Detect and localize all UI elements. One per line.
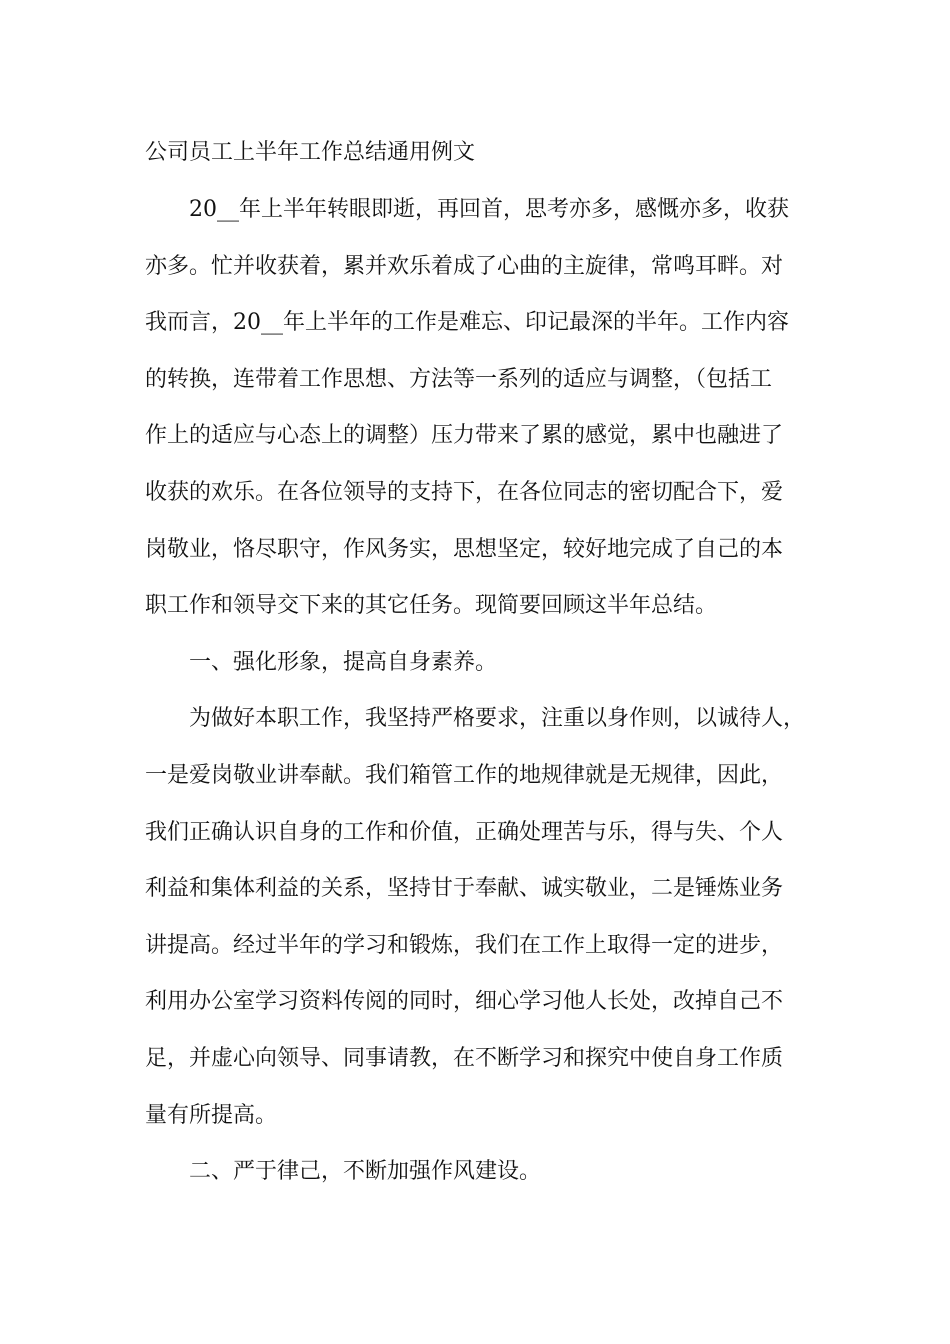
- document-body: [145, 128, 805, 1201]
- text-line: 为做好本职工作，我坚持严格要求，注重以身作则，以诚待人，: [189, 706, 806, 732]
- text-line: 利用办公室学习资料传阅的同时，细心学习他人长处，改掉自己不: [145, 989, 784, 1015]
- section-heading-1: [145, 635, 805, 692]
- text-line: 量有所提高。: [145, 1102, 278, 1128]
- heading-line: 二、严于律己，不断加强作风建设。: [189, 1159, 542, 1185]
- text-line: 收获的欢乐。在各位领导的支持下，在各位同志的密切配合下，爱: [145, 479, 784, 505]
- text-line: 亦多。忙并收获着，累并欢乐着成了心曲的主旋律，常鸣耳畔。对: [145, 253, 784, 279]
- text-line: 讲提高。经过半年的学习和锻炼，我们在工作上取得一定的进步，: [145, 932, 784, 958]
- section-heading-2: [145, 1144, 805, 1201]
- text-line: 足，并虚心向领导、同事请教，在不断学习和探究中使自身工作质: [145, 1045, 784, 1071]
- heading-line: 一、强化形象，提高自身素养。: [189, 649, 498, 675]
- text-line: 岗敬业，恪尽职守，作风务实，思想坚定，较好地完成了自己的本: [145, 536, 784, 562]
- paragraph-section-1: [145, 691, 805, 1144]
- text-line: 20__年上半年转眼即逝，再回首，思考亦多，感慨亦多，收获: [189, 197, 789, 222]
- text-line: 一是爱岗敬业讲奉献。我们箱管工作的地规律就是无规律，因此，: [145, 762, 784, 788]
- text-line: 职工作和领导交下来的其它任务。现简要回顾这半年总结。: [145, 593, 718, 619]
- text-line: 我们正确认识自身的工作和价值，正确处理苦与乐，得与失、个人: [145, 819, 784, 845]
- text-line: 作上的适应与心态上的调整）压力带来了累的感觉，累中也融进了: [145, 423, 784, 449]
- paragraph-intro: [145, 182, 805, 635]
- text-line: 利益和集体利益的关系，坚持甘于奉献、诚实敬业，二是锤炼业务: [145, 876, 784, 902]
- document-title: 公司员工上半年工作总结通用例文: [145, 140, 476, 165]
- text-line: 我而言，20__年上半年的工作是难忘、印记最深的半年。工作内容: [145, 310, 789, 336]
- text-line: 的转换，连带着工作思想、方法等一系列的适应与调整，（包括工: [145, 366, 773, 392]
